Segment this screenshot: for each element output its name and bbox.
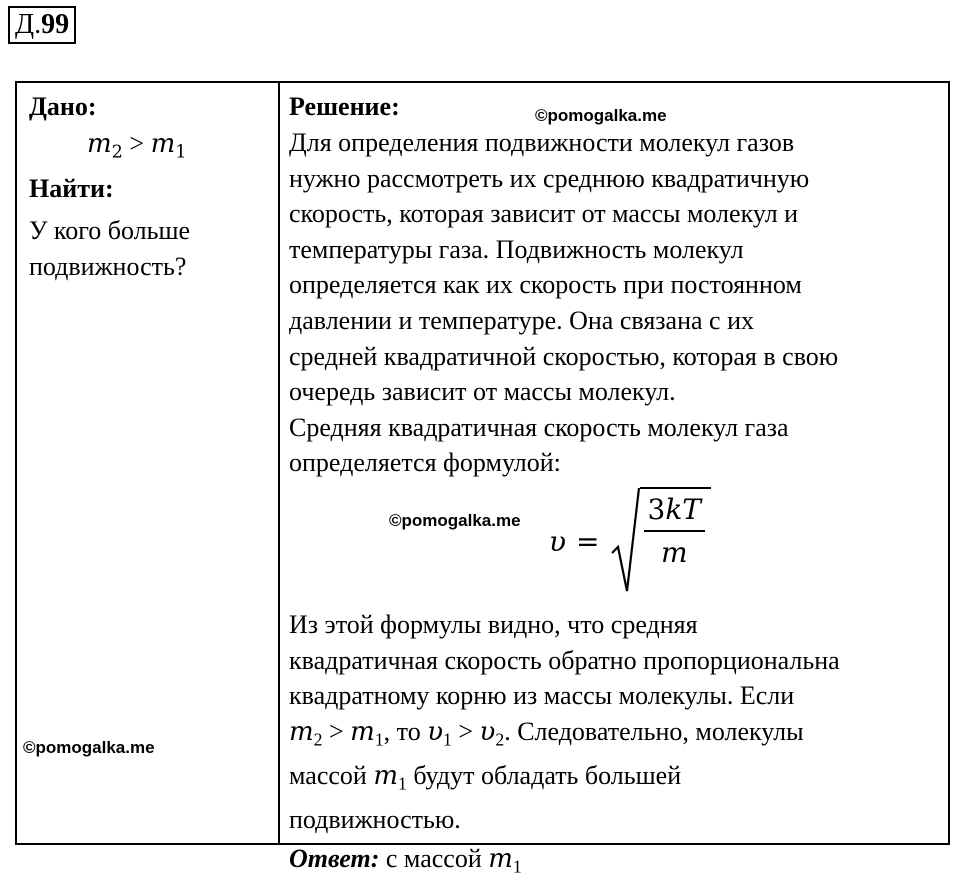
conclusion-line: подвижностью. (289, 804, 461, 834)
square-root (610, 487, 711, 597)
solution-line: температуры газа. Подвижность молекул (289, 234, 744, 264)
find-heading: Найти: (29, 174, 114, 204)
watermark: ©pomogalka.me (389, 510, 521, 530)
formula-row (289, 481, 949, 607)
fraction-denominator: m (660, 535, 688, 569)
solution-heading: Решение: (289, 92, 400, 121)
answer-line: Ответ: с массой $m_1$ (289, 844, 522, 877)
formula-equals: = (576, 525, 600, 559)
solution-line: скорость, которая зависит от массы молекул и (289, 199, 799, 229)
column-divider (278, 83, 280, 843)
given-condition: $m_2 > m_1$ (87, 129, 187, 163)
solution-table (15, 81, 950, 877)
problem-prefix: Д. (15, 9, 42, 40)
given-heading: Дано: (29, 92, 97, 121)
given-column (29, 89, 269, 284)
find-line-1: У кого больше (29, 216, 191, 246)
solution-line: нужно рассмотреть их среднюю квадратичную (289, 163, 810, 193)
answer-label: Ответ: (289, 844, 380, 874)
problem-number: 99 (41, 9, 70, 40)
solution-line: Средняя квадратичная скорость молекул газа (289, 412, 789, 442)
solution-column (289, 89, 949, 885)
solution-line: Из этой формулы видно, что средняя (289, 609, 698, 639)
solution-line: квадратному корню из массы молекулы. Если (289, 681, 795, 711)
radical-sign-icon (610, 487, 640, 597)
conclusion-line: $m_2 > m_1$, то $\upsilon_1 > \upsilon_2$. Следовательно, молекулы (289, 716, 804, 750)
solution-line: средней квадратичной скоростью, которая в свою (289, 341, 839, 371)
solution-line: определяется формулой: (289, 448, 561, 478)
rms-speed-formula (549, 487, 711, 597)
problem-number-label (8, 6, 76, 44)
solution-line: квадратичная скорость обратно пропорциональна (289, 645, 840, 675)
watermark: ©pomogalka.me (535, 106, 667, 125)
conclusion-line: массой $m_1$ будут обладать большей (289, 760, 682, 793)
solution-line: определяется как их скорость при постоянном (289, 270, 802, 300)
fraction-numerator: 3kT (644, 493, 705, 532)
solution-line: давлении и температуре. Она связана с их (289, 305, 754, 335)
watermark: ©pomogalka.me (23, 738, 155, 757)
formula-lhs: υ (549, 525, 567, 559)
solution-line: очередь зависит от массы молекул. (289, 377, 676, 407)
find-line-2: подвижность? (29, 251, 187, 281)
solution-line: Для определения подвижности молекул газов (289, 128, 795, 157)
fraction (644, 493, 705, 569)
